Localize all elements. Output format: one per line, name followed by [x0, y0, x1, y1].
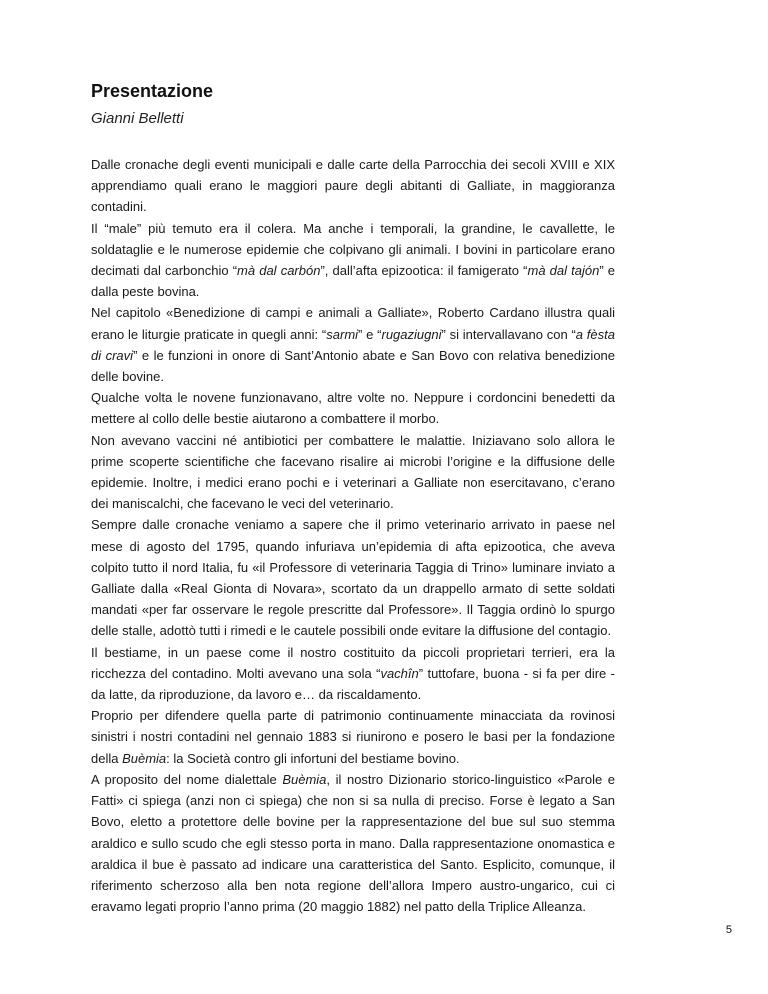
italic-term: rugaziugni	[381, 326, 442, 342]
text-run: Il “male” più temuto era il colera. Ma anche i temporali, la grandine, le cavallette, le soldataglie e le numerose epidemie che colpivano gli animali. I bovini in particolare erano decimati dal carbonchio “	[91, 220, 615, 279]
text-run: ” e dalla peste bovina.	[91, 263, 616, 300]
paragraph	[91, 642, 615, 706]
text-run: ” si intervallavano con “	[441, 326, 576, 342]
text-run: Sempre dalle cronache veniamo a sapere che il primo veterinario arrivato in paese nel mese di agosto del 1795, quando infuriava un’epidemia di afta epizootica, che aveva colpito tutto il nord Italia, fu «il Professore di veterinaria Taggia di Trino» luminare inviato a Galliate dalla «Real Gionta di Novara», scortato da un drappello armato di sette soldati mandati «per far osservare le regole prescritte dal Professore». Il Taggia ordinò lo spurgo delle stalle, adottò tutti i rimedi e le cautele possibili onde evitare la diffusione del contagio.	[91, 517, 615, 639]
text-run: ” e le funzioni in onore di Sant’Antonio abate e San Bovo con relativa benedizione delle bovine.	[91, 347, 616, 385]
text-run: ” e “	[358, 326, 382, 342]
italic-term: sarmi	[326, 326, 359, 342]
text-run: Dalle cronache degli eventi municipali e dalle carte della Parrocchia dei secoli XVIII e XIX apprendiamo quali erano le maggiori paure degli abitanti di Galliate, in maggioranza contadini.	[91, 157, 615, 215]
page-number: 5	[725, 924, 732, 936]
text-run: A proposito del nome dialettale	[91, 771, 283, 787]
text-run: Il bestiame, in un paese come il nostro costituito da piccoli proprietari terrieri, era la ricchezza del contadino. Molti avevano una sola “	[91, 644, 615, 681]
author-name: Gianni Belletti	[91, 110, 184, 127]
text-run: Nel capitolo «Benedizione di campi e animali a Galliate», Roberto Cardano illustra quali erano le liturgie praticate in quegli anni: “	[91, 305, 615, 342]
italic-term: mà dal tajón	[527, 263, 600, 279]
italic-term: Buèmia	[122, 750, 167, 766]
italic-term: vachîn	[380, 665, 419, 681]
document-page	[91, 78, 615, 917]
paragraph	[91, 705, 615, 769]
text-run: Qualche volta le novene funzionavano, altre volte no. Neppure i cordoncini benedetti da mettere al collo delle bestie aiutarono a combattere il morbo.	[91, 390, 615, 427]
text-run: , il nostro Dizionario storico-linguistico «Parole e Fatti» ci spiega (anzi non ci spiega) che non si sa nulla di preciso. Forse è legato a San Bovo, eletto a protettore delle bovine per la rappresentazione del bue sul suo stemma araldico e sullo scudo che egli stesso porta in mano. Dalla rappresentazione onomastica e araldica il bue è passato ad indicare una caratteristica del Santo. Esplicito, comunque, il riferimento scherzoso alla ben nota regione dell’allora Impero austro-ungarico, cui ci eravamo legati proprio l’anno prima (20 maggio 1882) nel patto della Triplice Alleanza.	[91, 771, 616, 915]
paragraph	[91, 218, 615, 303]
paragraph	[91, 154, 615, 218]
text-run: Proprio per difendere quella parte di patrimonio continuamente minacciata da rovinosi sinistri i nostri contadini nel gennaio 1883 si riunirono e posero le basi per la fondazione della	[91, 708, 615, 766]
paragraph	[91, 769, 615, 917]
paragraph	[91, 514, 615, 641]
text-run: Non avevano vaccini né antibiotici per combattere le malattie. Iniziavano solo allora le prime scoperte scientifiche che facevano risalire ai microbi l’origine e la diffusione delle epidemie. Inoltre, i medici erano pochi e i veterinari a Galliate non esercitavano, c’erano dei maniscalchi, che facevano le veci del veterinario.	[91, 432, 615, 512]
text-run: : la Società contro gli infortuni del bestiame bovino.	[166, 750, 460, 766]
page-title: Presentazione	[91, 81, 214, 101]
italic-term: a fèsta di cravi	[91, 326, 615, 363]
paragraph	[91, 430, 615, 515]
italic-term: Buèmia	[282, 771, 327, 787]
paragraph	[91, 302, 615, 387]
body-text	[91, 154, 615, 917]
italic-term: mà dal carbón	[237, 263, 321, 279]
text-run: ” tuttofare, buona - si fa per dire - da latte, da riproduzione, da lavoro e… da riscaldamento.	[91, 665, 615, 703]
paragraph	[91, 387, 615, 429]
text-run: ”, dall’afta epizootica: il famigerato “	[320, 263, 528, 279]
